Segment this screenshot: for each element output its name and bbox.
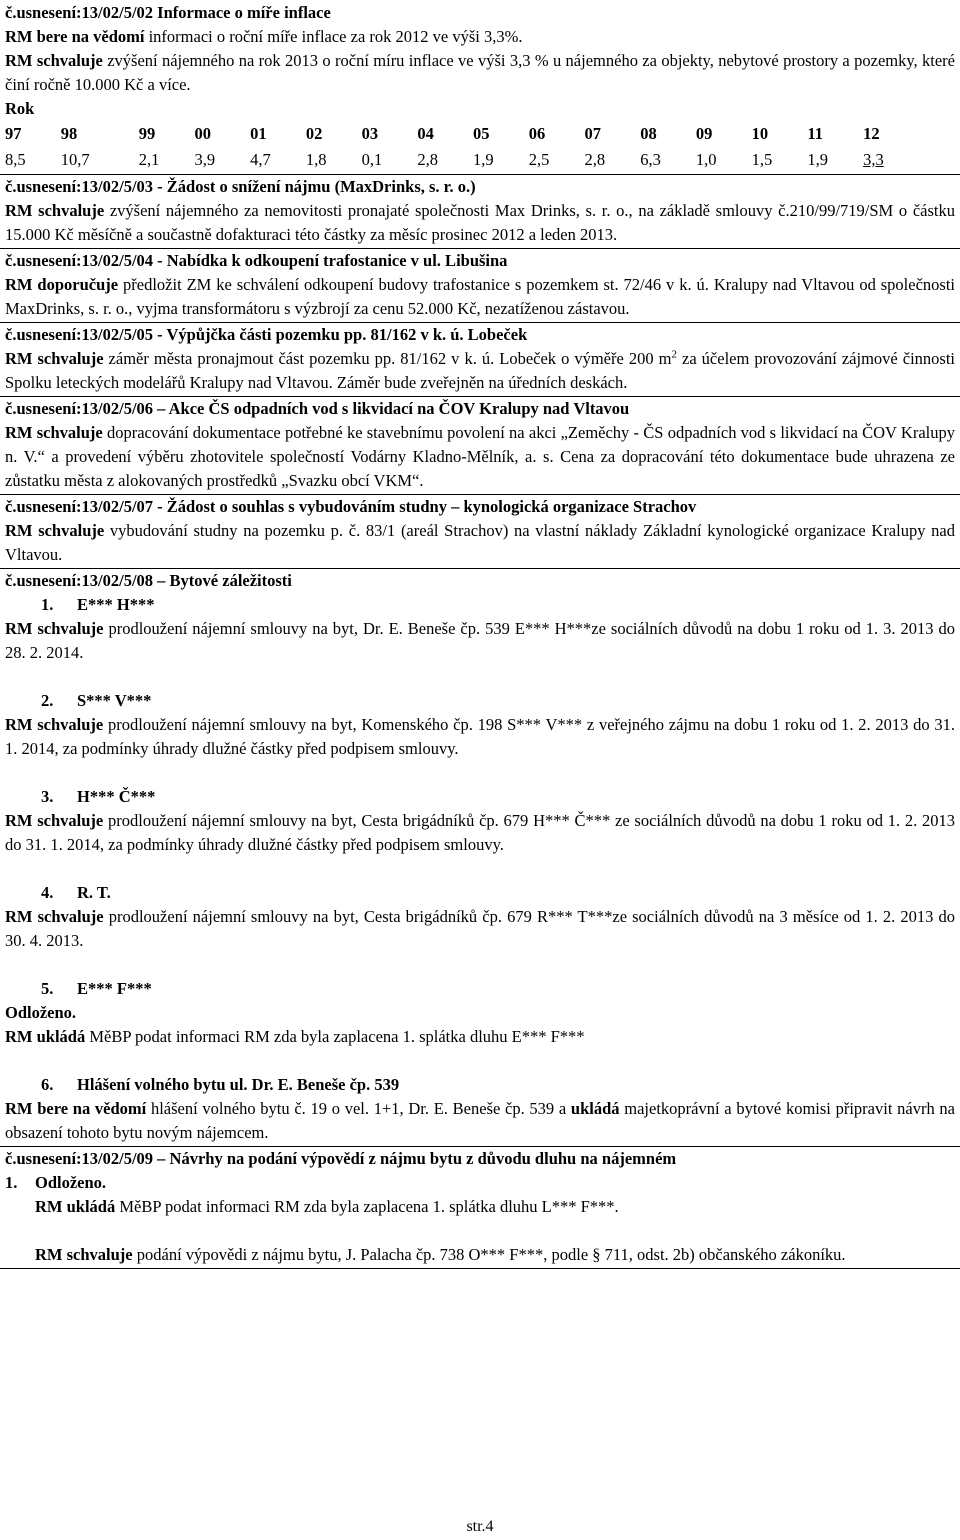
inflation-year-cell: 04 xyxy=(417,124,434,143)
inflation-year-cell: 99 xyxy=(138,124,156,143)
eviction-item-text: RM schvaluje podání výpovědi z nájmu bytu, J. Palacha čp. 738 O*** F***, podle § 711, odst. 2b) občanského zákoníku. xyxy=(35,1245,846,1264)
resolution-maxdrinks-rent xyxy=(0,175,960,249)
housing-item-heading: 6. Hlášení volného bytu ul. Dr. E. Beneše čp. 539 xyxy=(41,1075,400,1094)
inflation-year-cell: 98 xyxy=(60,124,78,143)
inflation-year-cell: 12 xyxy=(863,124,880,143)
resolution-text: RM schvaluje zvýšení nájemného za nemovitosti pronajaté společnosti Max Drinks, s. r. o., na základě smlouvy č.210/99/719/SM o částku 15.000 Kč měsíčně a součastně dofakturaci této částky za měsíc prosinec 2012 a leden 2013. xyxy=(5,201,955,244)
housing-item-text: RM schvaluje prodloužení nájemní smlouvy na byt, Dr. E. Beneše čp. 539 E*** H***ze sociálních důvodů na dobu 1 roku od 1. 3. 2013 do 28. 2. 2014. xyxy=(5,619,955,662)
resolution-text: RM schvaluje dopracování dokumentace potřebné ke stavebnímu povolení na akci „Zeměchy - ČS odpadních vod s likvidací na ČOV Kralupy n. V.“ a provedení výběru zhotovitele společností Vodárny Kladno-Mělník, a. s. Cena za dopracování této dokumentace bude uhrazena ze zůstatku města z alokovaných prostředků „Svazku obcí VKM“. xyxy=(5,423,955,490)
postponed-label: Odloženo. xyxy=(5,1003,77,1022)
resolution-transformer-station xyxy=(0,249,960,323)
housing-item-text: RM schvaluje prodloužení nájemní smlouvy na byt, Cesta brigádníků čp. 679 R*** T***ze sociálních důvodů na 3 měsíce od 1. 2. 2013 do 30. 4. 2013. xyxy=(5,907,955,950)
housing-item-heading: 5. E*** F*** xyxy=(41,979,152,998)
inflation-rate-cell: 2,5 xyxy=(528,150,550,169)
inflation-table xyxy=(5,121,919,173)
resolution-text: RM doporučuje předložit ZM ke schválení odkoupení budovy trafostanice s pozemkem st. 72/46 v k. ú. Kralupy nad Vltavou od společnosti MaxDrinks, s. r. o., vyjma transformátoru s výzbrojí za cenu 52.000 Kč, nezatíženou zástavou. xyxy=(5,275,955,318)
resolution-text: RM schvaluje zvýšení nájemného na rok 2013 o roční míru inflace ve výši 3,3 % u nájemného za objekty, nebytové prostory a pozemky, které činí ročně 10.000 Kč a více. xyxy=(5,51,955,94)
inflation-year-cell: 03 xyxy=(361,124,379,143)
inflation-rate-cell: 2,8 xyxy=(417,150,438,169)
eviction-item-heading: 1. Odloženo. xyxy=(5,1173,107,1192)
inflation-rate-cell: 1,0 xyxy=(695,150,717,169)
inflation-rate-cell: 4,7 xyxy=(250,150,271,169)
inflation-rate-cell: 1,9 xyxy=(807,150,828,169)
housing-item-heading: 1. E*** H*** xyxy=(41,595,155,614)
inflation-years-row xyxy=(5,121,919,147)
inflation-year-cell: 00 xyxy=(194,124,211,143)
resolution-text: RM schvaluje vybudování studny na pozemku p. č. 83/1 (areál Strachov) na vlastní náklady Základní kynologické organizace Kralupy nad Vltavou. xyxy=(5,521,955,564)
inflation-rate-cell: 8,5 xyxy=(5,150,26,169)
housing-item-heading: 3. H*** Č*** xyxy=(41,787,156,806)
housing-item-heading: 2. S*** V*** xyxy=(41,691,152,710)
inflation-year-cell: 07 xyxy=(584,124,601,143)
resolution-housing xyxy=(0,569,960,1147)
resolution-wastewater xyxy=(0,397,960,495)
inflation-year-cell: 01 xyxy=(250,124,267,143)
resolution-eviction xyxy=(0,1147,960,1269)
housing-item-text: RM bere na vědomí hlášení volného bytu č. 19 o vel. 1+1, Dr. E. Beneše čp. 539 a ukládá majetkoprávní a bytové komisi připravit návrh na obsazení tohoto bytu novým nájemcem. xyxy=(5,1099,955,1142)
inflation-year-cell: 05 xyxy=(473,124,490,143)
resolution-title: č.usnesení:13/02/5/09 – Návrhy na podání výpovědí z nájmu bytu z důvodu dluhu na nájemném xyxy=(5,1149,677,1168)
resolution-title: č.usnesení:13/02/5/06 – Akce ČS odpadních vod s likvidací na ČOV Kralupy nad Vltavou xyxy=(5,399,630,418)
inflation-rate-cell: 3,3 xyxy=(863,150,884,169)
resolution-title: č.usnesení:13/02/5/07 - Žádost o souhlas s vybudováním studny – kynologická organizace Strachov xyxy=(5,497,697,516)
inflation-rates-row xyxy=(5,147,919,173)
inflation-year-cell: 02 xyxy=(305,124,323,143)
resolution-title: č.usnesení:13/02/5/04 - Nabídka k odkoupení trafostanice v ul. Libušina xyxy=(5,251,508,270)
resolution-text: RM schvaluje záměr města pronajmout část pozemku pp. 81/162 v k. ú. Lobeček o výměře 200 $m^2$ za účelem provozování zájmové činnosti Spolku leteckých modelářů Kralupy nad Vltavou. Záměr bude zveřejněn na úředních deskách. xyxy=(5,348,955,392)
page-number: str.4 xyxy=(466,1518,494,1535)
inflation-rate-cell: 1,8 xyxy=(305,150,327,169)
inflation-rate-cell: 1,5 xyxy=(751,150,773,169)
inflation-rate-cell: 2,8 xyxy=(584,150,606,169)
inflation-table-heading: Rok xyxy=(5,99,35,118)
resolution-title: č.usnesení:13/02/5/02 Informace o míře inflace xyxy=(5,3,331,22)
inflation-year-cell: 11 xyxy=(807,124,823,143)
inflation-year-cell: 08 xyxy=(640,124,657,143)
inflation-rate-cell: 10,7 xyxy=(60,150,90,169)
resolution-title: č.usnesení:13/02/5/08 – Bytové záležitosti xyxy=(5,571,292,590)
resolution-title: č.usnesení:13/02/5/05 - Výpůjčka části pozemku pp. 81/162 v k. ú. Lobeček xyxy=(5,325,528,344)
resolution-title: č.usnesení:13/02/5/03 - Žádost o snížení nájmu (MaxDrinks, s. r. o.) xyxy=(5,177,476,196)
inflation-rate-cell: 6,3 xyxy=(640,150,661,169)
inflation-year-cell: 10 xyxy=(751,124,769,143)
housing-item-text: RM schvaluje prodloužení nájemní smlouvy na byt, Cesta brigádníků čp. 679 H*** Č*** ze sociálních důvodů na dobu 1 roku od 1. 2. 2013 do 31. 1. 2014, za podmínky úhrady dlužné částky před podpisem smlouvy. xyxy=(5,811,955,854)
housing-item-heading: 4. R. T. xyxy=(41,883,111,902)
inflation-year-cell: 97 xyxy=(5,124,22,143)
resolution-text: RM bere na vědomí informaci o roční míře inflace za rok 2012 ve výši 3,3%. xyxy=(5,27,523,46)
inflation-rate-cell: 1,9 xyxy=(473,150,494,169)
housing-item-text: RM ukládá MěBP podat informaci RM zda byla zaplacena 1. splátka dluhu E*** F*** xyxy=(5,1027,585,1046)
resolution-inflation xyxy=(0,0,960,175)
inflation-rate-cell: 0,1 xyxy=(361,150,383,169)
inflation-rate-cell: 3,9 xyxy=(194,150,216,169)
inflation-rate-cell: 2,1 xyxy=(138,150,160,169)
inflation-year-cell: 09 xyxy=(695,124,713,143)
resolution-well xyxy=(0,495,960,569)
inflation-year-cell: 06 xyxy=(528,124,546,143)
housing-item-text: RM schvaluje prodloužení nájemní smlouvy na byt, Komenského čp. 198 S*** V*** z veřejného zájmu na dobu 1 roku od 1. 2. 2013 do 31. 1. 2014, za podmínky úhrady dlužné částky před podpisem smlouvy. xyxy=(5,715,955,758)
resolution-land-loan xyxy=(0,323,960,397)
eviction-item-text: RM ukládá MěBP podat informaci RM zda byla zaplacena 1. splátka dluhu L*** F***. xyxy=(35,1197,619,1216)
